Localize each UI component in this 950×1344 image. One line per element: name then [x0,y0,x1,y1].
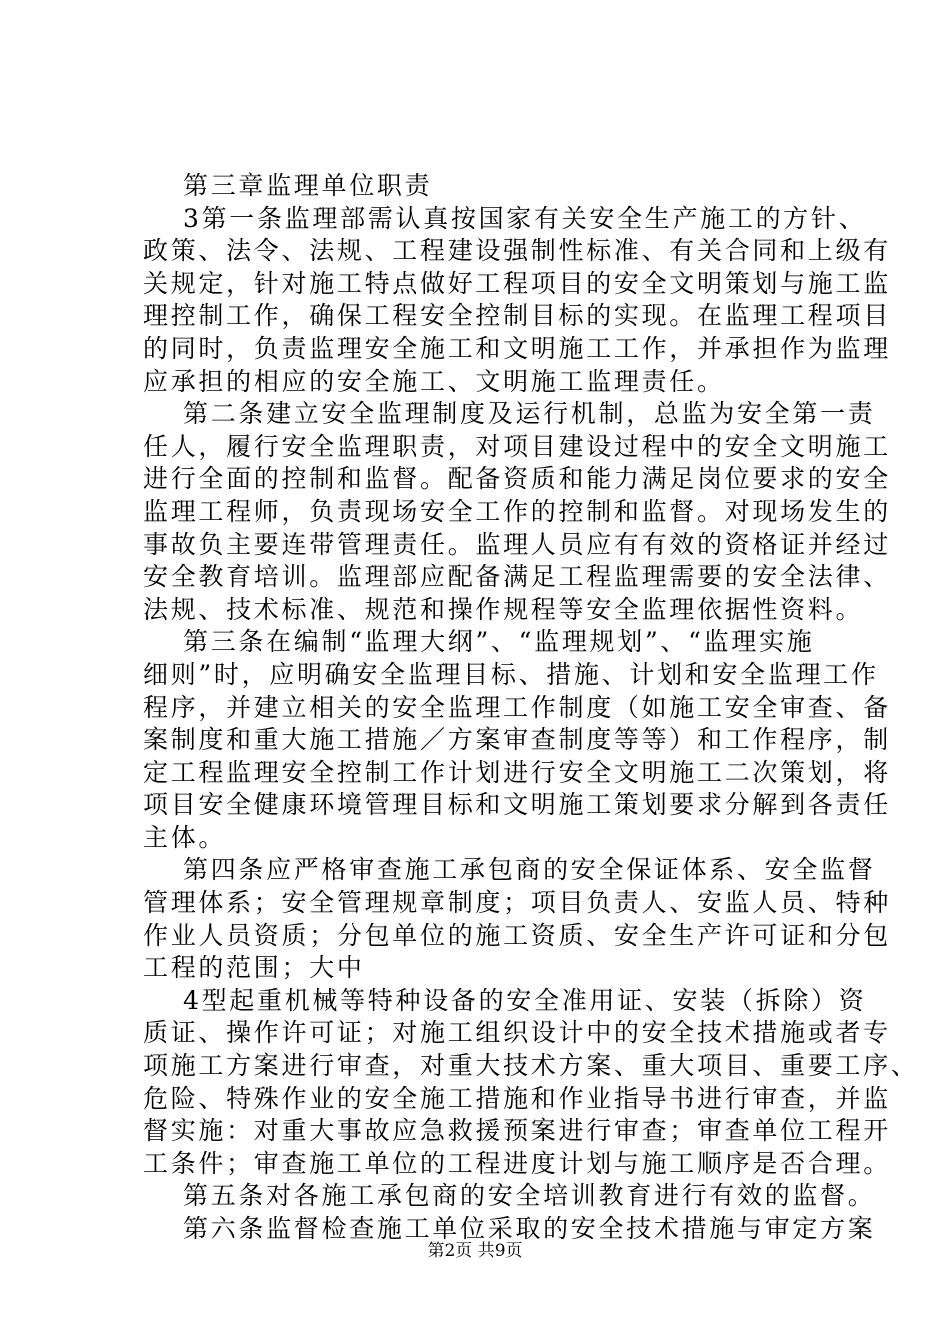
text-line: 作业人员资质；分包单位的施工资质、安全生产许可证和分包 [143,920,891,950]
text-line: 工程的范围；大中 [143,953,365,983]
text-line: 督实施：对重大事故应急救援预案进行审查；审查单位工程开 [143,1116,891,1146]
text-line: 理控制工作，确保工程安全控制目标的实现。在监理工程项目 [143,301,891,331]
text-line: 危险、特殊作业的安全施工措施和作业指导书进行审查，并监 [143,1083,891,1113]
text-line: 项目安全健康环境管理目标和文明施工策划要求分解到各责任 [143,790,891,820]
text-line: 的同时，负责监理安全施工和文明施工工作，并承担作为监理 [143,333,891,363]
text-line: 定工程监理安全控制工作计划进行安全文明施工二次策划，将 [143,757,891,787]
text-line: 第五条对各施工承包商的安全培训教育进行有效的监督。 [183,1181,876,1211]
text-line: 进行全面的控制和监督。配备资质和能力满足岗位要求的安全 [143,464,891,494]
text-line: 第四条应严格审查施工承包商的安全保证体系、安全监督 [183,855,876,885]
text-line: 应承担的相应的安全施工、文明施工监理责任。 [143,366,725,396]
text-line: 质证、操作许可证；对施工组织设计中的安全技术措施或者专 [143,1018,891,1048]
document-body [143,170,919,1246]
text-line: 监理工程师，负责现场安全工作的控制和监督。对现场发生的 [143,496,891,526]
text-line: 案制度和重大施工措施／方案审查制度等等）和工作程序，制 [143,725,891,755]
text-line: 任人，履行安全监理职责，对项目建设过程中的安全文明施工 [143,431,891,461]
text-line: 法规、技术标准、规范和操作规程等安全监理依据性资料。 [143,594,864,624]
text-line: 主体。 [143,822,227,852]
text-line: 事故负主要连带管理责任。监理人员应有有效的资格证并经过 [143,529,891,559]
text-line: 第二条建立安全监理制度及运行机制，总监为安全第一责 [183,399,876,429]
text-line: 第六条监督检查施工单位采取的安全技术措施与审定方案 [183,1214,876,1243]
page-footer: 第2页 共9页 [427,1241,523,1261]
text-line: 4型起重机械等特种设备的安全准用证、安装（拆除）资 [183,985,867,1015]
text-line: 安全教育培训。监理部应配备满足工程监理需要的安全法律、 [143,562,891,592]
text-line: 关规定，针对施工特点做好工程项目的安全文明策划与施工监 [143,268,891,298]
text-line: 第三条在编制“监理大纲”、“监理规划”、“监理实施 [183,627,815,657]
text-line: 程序，并建立相关的安全监理工作制度（如施工安全审查、备 [143,692,891,722]
text-line: 工条件；审查施工单位的工程进度计划与施工顺序是否合理。 [143,1148,891,1178]
text-line: 第三章监理单位职责 [183,171,433,200]
text-line: 细则”时，应明确安全监理目标、措施、计划和安全监理工作 [143,659,879,689]
text-line: 项施工方案进行审查，对重大技术方案、重大项目、重要工序、 [143,1051,919,1081]
text-line: 管理体系；安全管理规章制度；项目负责人、安监人员、特种 [143,888,891,918]
text-line: 政策、法令、法规、工程建设强制性标准、有关合同和上级有 [143,236,891,266]
text-line: 3第一条监理部需认真按国家有关安全生产施工的方针、 [183,203,867,233]
